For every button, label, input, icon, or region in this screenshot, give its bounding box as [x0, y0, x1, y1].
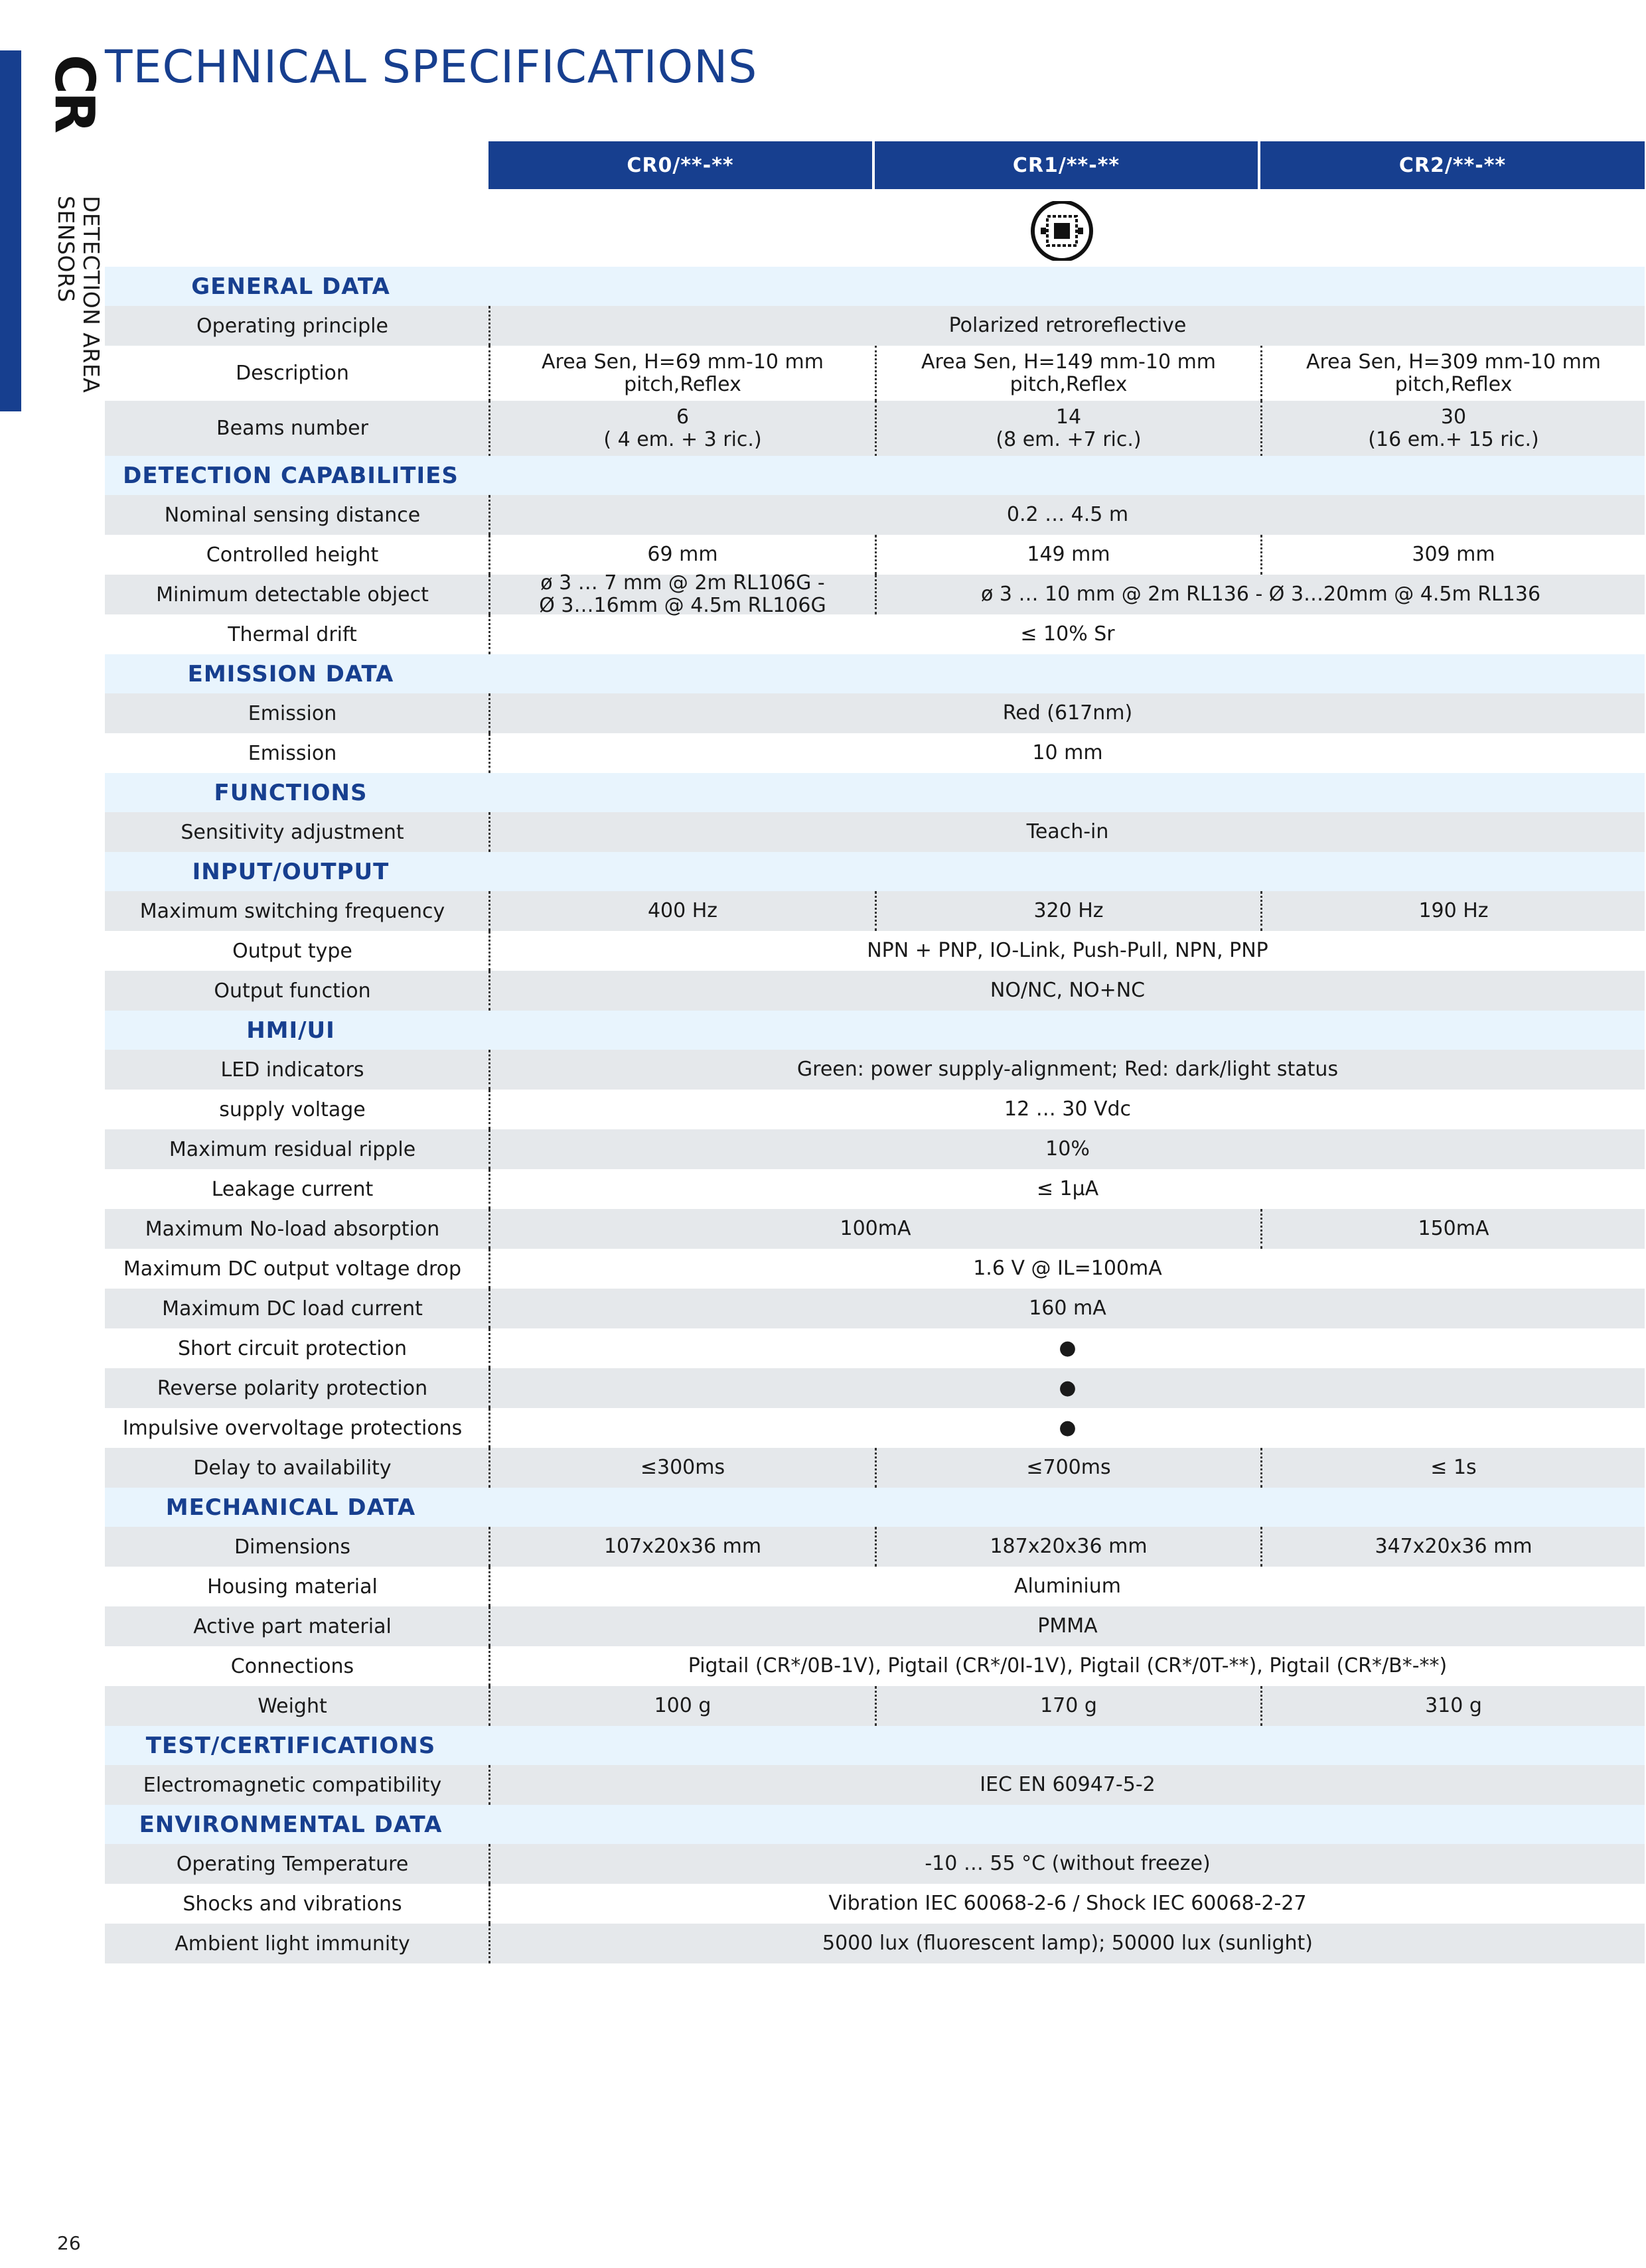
model-header-cr0: CR0/**-** — [488, 141, 872, 189]
spec-label: Operating principle — [196, 314, 388, 338]
spec-value: 309 mm — [1260, 535, 1645, 575]
spec-value: 150mA — [1260, 1209, 1645, 1249]
spec-value: 400 Hz — [488, 891, 875, 931]
spec-label: Housing material — [207, 1575, 378, 1598]
spec-row — [105, 1606, 1645, 1646]
spec-value: 1.6 V @ IL=100mA — [488, 1249, 1645, 1289]
section-header — [105, 773, 1645, 812]
spec-row — [105, 1924, 1645, 1963]
spec-value: 10 mm — [488, 733, 1645, 773]
spec-value: ≤ 10% Sr — [488, 614, 1645, 654]
spec-label: Description — [236, 362, 349, 385]
section-title: ENVIRONMENTAL DATA — [139, 1811, 443, 1838]
spec-value: 6 ( 4 em. + 3 ric.) — [488, 401, 875, 456]
spec-value: Area Sen, H=309 mm-10 mm pitch,Reflex — [1260, 346, 1645, 401]
spec-row — [105, 1646, 1645, 1686]
spec-label: Emission — [248, 701, 337, 725]
spec-value: Area Sen, H=69 mm-10 mm pitch,Reflex — [488, 346, 875, 401]
spec-value: Polarized retroreflective — [488, 306, 1645, 346]
spec-value: PMMA — [488, 1606, 1645, 1646]
spec-row — [105, 1765, 1645, 1805]
spec-row — [105, 733, 1645, 773]
spec-label: Connections — [230, 1654, 354, 1678]
spec-value: Red (617nm) — [488, 693, 1645, 733]
spec-row — [105, 1686, 1645, 1726]
spec-label: Delay to availability — [193, 1456, 392, 1480]
spec-label: Ambient light immunity — [175, 1932, 410, 1955]
spec-value: 14 (8 em. +7 ric.) — [875, 401, 1260, 456]
spec-value: 347x20x36 mm — [1260, 1527, 1645, 1567]
spec-value: 170 g — [875, 1686, 1260, 1726]
spec-row — [105, 1129, 1645, 1169]
page-title: TECHNICAL SPECIFICATIONS — [105, 41, 758, 94]
spec-row — [105, 614, 1645, 654]
spec-row — [105, 571, 1645, 617]
section-title: FUNCTIONS — [214, 779, 368, 806]
spec-row — [105, 306, 1645, 346]
section-title: TEST/CERTIFICATIONS — [145, 1732, 436, 1759]
spec-row — [105, 401, 1645, 456]
spec-value: 5000 lux (fluorescent lamp); 50000 lux (sunlight) — [488, 1924, 1645, 1963]
spec-value: NO/NC, NO+NC — [488, 971, 1645, 1011]
spec-label: Emission — [248, 741, 337, 765]
spec-row — [105, 1289, 1645, 1328]
spec-row — [105, 1884, 1645, 1924]
spec-value: Green: power supply-alignment; Red: dark/light status — [488, 1050, 1645, 1090]
category-label — [53, 196, 104, 393]
spec-row — [105, 535, 1645, 575]
section-title: GENERAL DATA — [191, 273, 390, 300]
spec-value: ø 3 … 10 mm @ 2m RL136 - Ø 3…20mm @ 4.5m RL136 — [875, 575, 1645, 614]
spec-label: Sensitivity adjustment — [181, 820, 404, 844]
spec-row — [105, 1090, 1645, 1129]
spec-label: Output function — [214, 979, 371, 1003]
spec-row — [105, 1527, 1645, 1567]
page-number: 26 — [57, 2232, 81, 2254]
spec-value: ≤700ms — [875, 1448, 1260, 1488]
section-title: DETECTION CAPABILITIES — [123, 462, 459, 489]
spec-value: ● — [488, 1328, 1645, 1368]
spec-value: ● — [488, 1408, 1645, 1448]
spec-label: Maximum DC output voltage drop — [123, 1257, 462, 1281]
spec-value: Pigtail (CR*/0B-1V), Pigtail (CR*/0I-1V), Pigtail (CR*/0T-**), Pigtail (CR*/B*-**) — [488, 1646, 1645, 1686]
spec-value: 0.2 … 4.5 m — [488, 495, 1645, 535]
series-code: CR — [42, 54, 106, 131]
spec-row — [105, 1408, 1645, 1448]
spec-row — [105, 1328, 1645, 1368]
spec-label: Shocks and vibrations — [183, 1892, 402, 1916]
spec-value: 160 mA — [488, 1289, 1645, 1328]
section-header — [105, 852, 1645, 891]
category-label-line1: DETECTION AREA — [78, 196, 104, 393]
spec-value: ≤ 1µA — [488, 1169, 1645, 1209]
section-header — [105, 456, 1645, 495]
section-title: MECHANICAL DATA — [165, 1494, 416, 1521]
spec-value: 107x20x36 mm — [488, 1527, 875, 1567]
spec-row — [105, 1209, 1645, 1249]
spec-value: 310 g — [1260, 1686, 1645, 1726]
spec-label: Output type — [232, 939, 352, 963]
spec-row — [105, 891, 1645, 931]
spec-label: LED indicators — [220, 1058, 364, 1082]
spec-row — [105, 1169, 1645, 1209]
spec-row — [105, 971, 1645, 1011]
spec-value: NPN + PNP, IO-Link, Push-Pull, NPN, PNP — [488, 931, 1645, 971]
spec-row — [105, 812, 1645, 852]
spec-label: Active part material — [193, 1614, 392, 1638]
spec-table — [105, 267, 1645, 1963]
spec-value: ≤ 1s — [1260, 1448, 1645, 1488]
section-title: EMISSION DATA — [187, 660, 394, 687]
spec-value: 100mA — [488, 1209, 1260, 1249]
spec-value: 320 Hz — [875, 891, 1260, 931]
spec-row — [105, 693, 1645, 733]
spec-value: 100 g — [488, 1686, 875, 1726]
spec-value: 12 … 30 Vdc — [488, 1090, 1645, 1129]
spec-label: Operating Temperature — [176, 1852, 409, 1876]
section-header — [105, 654, 1645, 693]
spec-label: Maximum switching frequency — [139, 899, 445, 923]
section-header — [105, 267, 1645, 306]
spec-label: Weight — [258, 1694, 327, 1718]
spec-label: Thermal drift — [228, 622, 357, 646]
spec-value: Vibration IEC 60068-2-6 / Shock IEC 60068-2-27 — [488, 1884, 1645, 1924]
spec-value: 69 mm — [488, 535, 875, 575]
spec-label: Maximum DC load current — [162, 1297, 423, 1320]
spec-value: Area Sen, H=149 mm-10 mm pitch,Reflex — [875, 346, 1260, 401]
spec-label: Leakage current — [211, 1177, 374, 1201]
spec-value: Teach-in — [488, 812, 1645, 852]
spec-label: Maximum residual ripple — [169, 1137, 416, 1161]
side-accent-bar — [0, 50, 21, 411]
spec-label: Electromagnetic compatibility — [143, 1773, 442, 1797]
spec-value: 190 Hz — [1260, 891, 1645, 931]
spec-row — [105, 1448, 1645, 1488]
spec-row — [105, 1050, 1645, 1090]
polarized-retroreflective-icon — [1029, 201, 1095, 261]
spec-row — [105, 1368, 1645, 1408]
spec-label: Nominal sensing distance — [164, 503, 421, 527]
spec-label: Short circuit protection — [178, 1336, 407, 1360]
spec-row — [105, 1567, 1645, 1606]
section-title: HMI/UI — [246, 1017, 335, 1044]
spec-label: Impulsive overvoltage protections — [122, 1416, 463, 1440]
spec-value: IEC EN 60947-5-2 — [488, 1765, 1645, 1805]
section-header — [105, 1488, 1645, 1527]
section-header — [105, 1011, 1645, 1050]
spec-label: Dimensions — [234, 1535, 351, 1559]
spec-label: Controlled height — [206, 543, 379, 567]
spec-value: 187x20x36 mm — [875, 1527, 1260, 1567]
spec-row — [105, 495, 1645, 535]
spec-row — [105, 931, 1645, 971]
spec-label: Minimum detectable object — [156, 583, 429, 606]
section-header — [105, 1805, 1645, 1844]
spec-row — [105, 346, 1645, 401]
category-label-line2: SENSORS — [53, 196, 79, 303]
spec-value: -10 … 55 °C (without freeze) — [488, 1844, 1645, 1884]
model-header-cr1: CR1/**-** — [875, 141, 1258, 189]
spec-label: supply voltage — [219, 1098, 366, 1121]
model-header-cr2: CR2/**-** — [1260, 141, 1645, 189]
spec-label: Maximum No-load absorption — [145, 1217, 440, 1241]
section-header — [105, 1726, 1645, 1765]
spec-label: Beams number — [216, 417, 368, 440]
spec-value: 10% — [488, 1129, 1645, 1169]
spec-value: ≤300ms — [488, 1448, 875, 1488]
spec-value: 149 mm — [875, 535, 1260, 575]
spec-value: 30 (16 em.+ 15 ric.) — [1260, 401, 1645, 456]
spec-value: ● — [488, 1368, 1645, 1408]
spec-value: Aluminium — [488, 1567, 1645, 1606]
spec-row — [105, 1844, 1645, 1884]
spec-row — [105, 1249, 1645, 1289]
section-title: INPUT/OUTPUT — [192, 858, 390, 885]
spec-value: ø 3 … 7 mm @ 2m RL106G - Ø 3…16mm @ 4.5m RL106G — [488, 575, 875, 614]
spec-label: Reverse polarity protection — [157, 1376, 428, 1400]
